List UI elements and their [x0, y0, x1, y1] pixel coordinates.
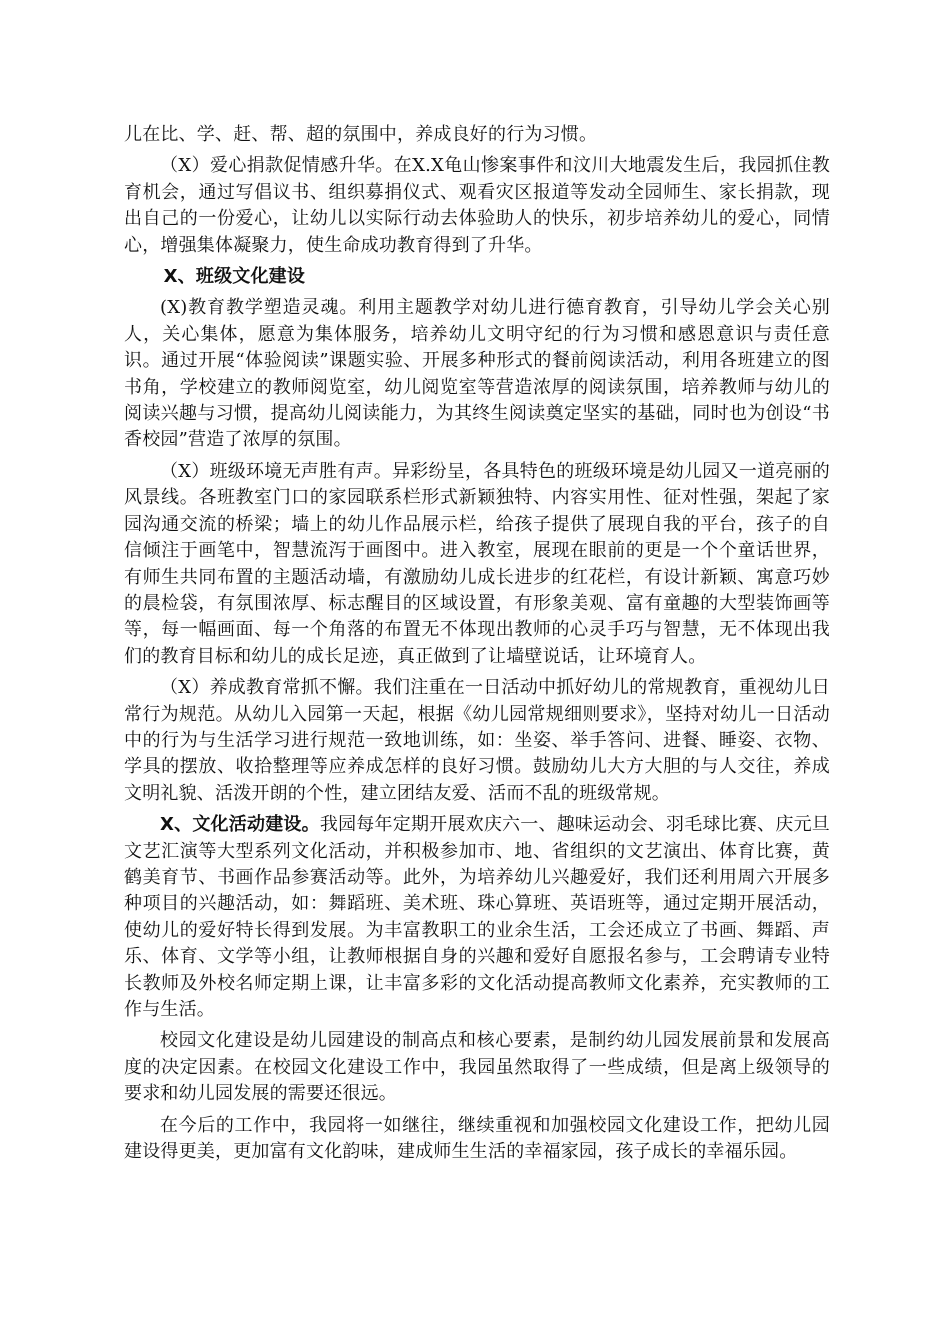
paragraph-summary: 校园文化建设是幼儿园建设的制高点和核心要素，是制约幼儿园发展前景和发展高度的决定因素。在校园文化建设工作中，我园虽然取得了一些成绩，但是离上级领导的要求和幼儿园发展的需要还很远。: [124, 1030, 830, 1105]
paragraph-continuation: 儿在比、学、赶、帮、超的氛围中，养成良好的行为习惯。: [124, 124, 598, 145]
document-page: [124, 122, 830, 1170]
paragraph-teaching: (X)教育教学塑造灵魂。利用主题教学对幼儿进行德育教育，引导幼儿学会关心别人，关心集体，愿意为集体服务，培养幼儿文明守纪的行为习惯和感恩意识与责任意识。通过开展“体验阅读”课题实验、开展多种形式的餐前阅读活动，利用各班建立的图书角，学校建立的教师阅览室，幼儿阅览室等营造浓厚的阅读氛围，培养教师与幼儿的阅读兴趣与习惯，提高幼儿阅读能力，为其终生阅读奠定坚实的基础，同时也为创设“书香校园”营造了浓厚的氛围。: [124, 297, 830, 451]
paragraph-habit-education: （X）养成教育常抓不懈。我们注重在一日活动中抓好幼儿的常规教育，重视幼儿日常行为规范。从幼儿入园第一天起，根据《幼儿园常规细则要求》，坚持对幼儿一日活动中的行为与生活学习进行规范一致地训练，如：坐姿、举手答问、进餐、睡姿、衣物、学具的摆放、收拾整理等应养成怎样的良好习惯。鼓励幼儿大方大胆的与人交往，养成文明礼貌、活泼开朗的个性，建立团结友爱、活而不乱的班级常规。: [124, 677, 830, 804]
section-heading-cultural-activities: X、文化活动建设。: [160, 814, 320, 836]
paragraph-cultural-activities: [124, 812, 830, 1023]
paragraph-class-environment: （X）班级环境无声胜有声。异彩纷呈，各具特色的班级环境是幼儿园又一道亮丽的风景线。各班教室门口的家园联系栏形式新颖独特、内容实用性、征对性强，架起了家园沟通交流的桥梁；墙上的幼儿作品展示栏，给孩子提供了展现自我的平台，孩子的自信倾注于画笔中，智慧流泻于画图中。进入教室，展现在眼前的更是一个个童话世界，有师生共同布置的主题活动墙，有激励幼儿成长进步的红花栏，有设计新颖、寓意巧妙的晨检袋，有氛围浓厚、标志醒目的区域设置，有形象美观、富有童趣的大型装饰画等等，每一幅画面、每一个角落的布置无不体现出教师的心灵手巧与智慧，无不体现出我们的教育目标和幼儿的成长足迹，真正做到了让墙壁说话，让环境育人。: [124, 460, 830, 667]
paragraph-future: 在今后的工作中，我园将一如继往，继续重视和加强校园文化建设工作，把幼儿园建设得更美，更加富有文化韵味，建成师生生活的幸福家园，孩子成长的幸福乐园。: [124, 1114, 830, 1163]
paragraph-cultural-activities-body: 我园每年定期开展欢庆六一、趣味运动会、羽毛球比赛、庆元旦文艺汇演等大型系列文化活动，并积极参加市、地、省组织的文艺演出、体育比赛，黄鹤美育节、书画作品参赛活动等。此外，为培养幼儿兴趣爱好，我们还利用周六开展多种项目的兴趣活动，如：舞蹈班、美术班、珠心算班、英语班等，通过定期开展活动，使幼儿的爱好特长得到发展。为丰富教职工的业余生活，工会还成立了书画、舞蹈、声乐、体育、文学等小组，让教师根据自身的兴趣和爱好自愿报名参与，工会聘请专业特长教师及外校名师定期上课，让丰富多彩的文化活动提高教师文化素养，充实教师的工作与生活。: [124, 814, 830, 1020]
section-heading-class-culture: X、班级文化建设: [163, 266, 306, 288]
paragraph-donation: （X）爱心捐款促情感升华。在X.X龟山惨案事件和汶川大地震发生后，我园抓住教育机会，通过写倡议书、组织募捐仪式、观看灾区报道等发动全园师生、家长捐款，现出自己的一份爱心，让幼儿以实际行动去体验助人的快乐，初步培养幼儿的爱心，同情心，增强集体凝聚力，使生命成功教育得到了升华。: [124, 155, 830, 256]
